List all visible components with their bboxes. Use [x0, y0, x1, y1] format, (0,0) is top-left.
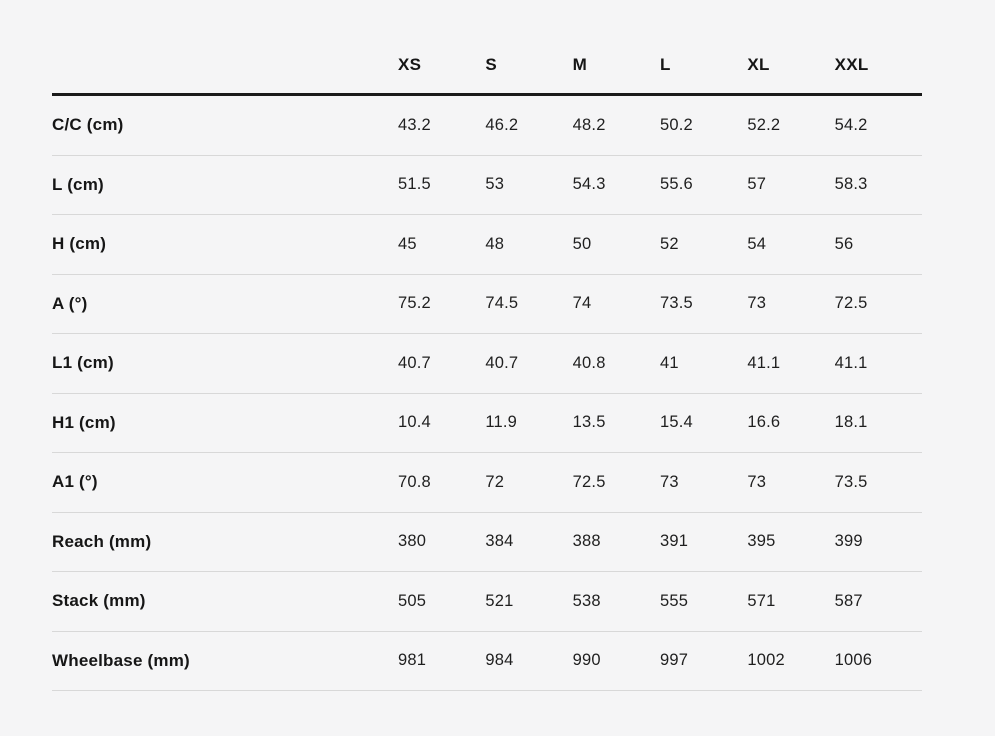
spec-value: 54.2	[834, 115, 868, 134]
spec-value: 73	[747, 472, 767, 491]
spec-value: 15.4	[659, 413, 693, 432]
spec-label: H1 (cm)	[52, 412, 116, 432]
spec-value: 18.1	[834, 413, 868, 432]
spec-value: 52	[659, 234, 679, 253]
spec-value: 10.4	[398, 413, 431, 432]
table-row	[52, 513, 922, 573]
size-column-header: M	[572, 55, 588, 74]
table-row	[52, 215, 922, 275]
size-column-header: XXL	[834, 55, 869, 74]
spec-label: Stack (mm)	[52, 591, 146, 611]
spec-value: 43.2	[398, 115, 431, 134]
spec-value: 50.2	[659, 115, 693, 134]
spec-value: 538	[572, 591, 601, 610]
table-row	[52, 96, 922, 156]
table-row	[52, 453, 922, 513]
spec-value: 16.6	[747, 413, 781, 432]
table-row	[52, 334, 922, 394]
table-row	[52, 394, 922, 454]
spec-label: C/C (cm)	[52, 115, 124, 135]
spec-value: 72.5	[834, 294, 868, 313]
spec-label: A (°)	[52, 293, 88, 313]
spec-value: 53	[485, 175, 505, 194]
spec-value: 54.3	[572, 175, 606, 194]
spec-value: 11.9	[485, 413, 518, 432]
spec-label: Wheelbase (mm)	[52, 650, 190, 670]
geometry-table	[52, 37, 922, 691]
spec-value: 72.5	[572, 472, 606, 491]
spec-value: 51.5	[398, 175, 431, 194]
spec-value: 75.2	[398, 294, 431, 313]
size-header-row	[52, 37, 922, 96]
spec-value: 521	[485, 591, 514, 610]
spec-value: 13.5	[572, 413, 606, 432]
spec-value: 41	[659, 353, 679, 372]
spec-value: 984	[485, 651, 514, 670]
spec-value: 990	[572, 651, 601, 670]
spec-value: 73	[659, 472, 679, 491]
spec-value: 571	[747, 591, 776, 610]
spec-value: 395	[747, 532, 776, 551]
spec-value: 1006	[834, 651, 873, 670]
size-column-header: XS	[398, 55, 422, 74]
table-row	[52, 632, 922, 692]
spec-value: 1002	[747, 651, 785, 670]
spec-value: 72	[485, 472, 505, 491]
spec-label: L (cm)	[52, 174, 104, 194]
spec-value: 391	[659, 532, 689, 551]
spec-value: 40.7	[485, 353, 519, 372]
spec-value: 73	[747, 294, 767, 313]
spec-value: 388	[572, 532, 601, 551]
spec-value: 48.2	[572, 115, 606, 134]
spec-value: 380	[398, 532, 427, 551]
spec-value: 555	[659, 591, 689, 610]
spec-value: 58.3	[834, 175, 868, 194]
spec-value: 45	[398, 234, 417, 253]
spec-label: Reach (mm)	[52, 531, 152, 551]
spec-value: 73.5	[834, 472, 868, 491]
spec-value: 54	[747, 234, 767, 253]
spec-value: 74.5	[485, 294, 519, 313]
spec-label: A1 (°)	[52, 472, 98, 492]
spec-value: 70.8	[398, 472, 431, 491]
table-row	[52, 572, 922, 632]
table-row	[52, 275, 922, 335]
spec-value: 46.2	[485, 115, 519, 134]
spec-value: 56	[834, 234, 854, 253]
spec-label: H (cm)	[52, 234, 107, 254]
spec-value: 505	[398, 591, 427, 610]
spec-value: 48	[485, 234, 505, 253]
size-column-header: L	[659, 55, 671, 74]
spec-value: 981	[398, 651, 427, 670]
spec-value: 384	[485, 532, 514, 551]
spec-label: L1 (cm)	[52, 353, 114, 373]
spec-value: 40.8	[572, 353, 606, 372]
spec-value: 997	[659, 651, 689, 670]
spec-value: 55.6	[659, 175, 693, 194]
spec-value: 74	[572, 294, 592, 313]
spec-value: 41.1	[834, 353, 868, 372]
spec-value: 52.2	[747, 115, 781, 134]
size-column-header: S	[485, 55, 497, 74]
spec-value: 41.1	[747, 353, 781, 372]
geometry-rows	[52, 96, 922, 691]
spec-value: 399	[834, 532, 863, 551]
size-column-header: XL	[747, 55, 770, 74]
spec-value: 587	[834, 591, 863, 610]
spec-value: 50	[572, 234, 592, 253]
spec-value: 73.5	[659, 294, 693, 313]
spec-value: 57	[747, 175, 767, 194]
spec-value: 40.7	[398, 353, 431, 372]
table-row	[52, 156, 922, 216]
